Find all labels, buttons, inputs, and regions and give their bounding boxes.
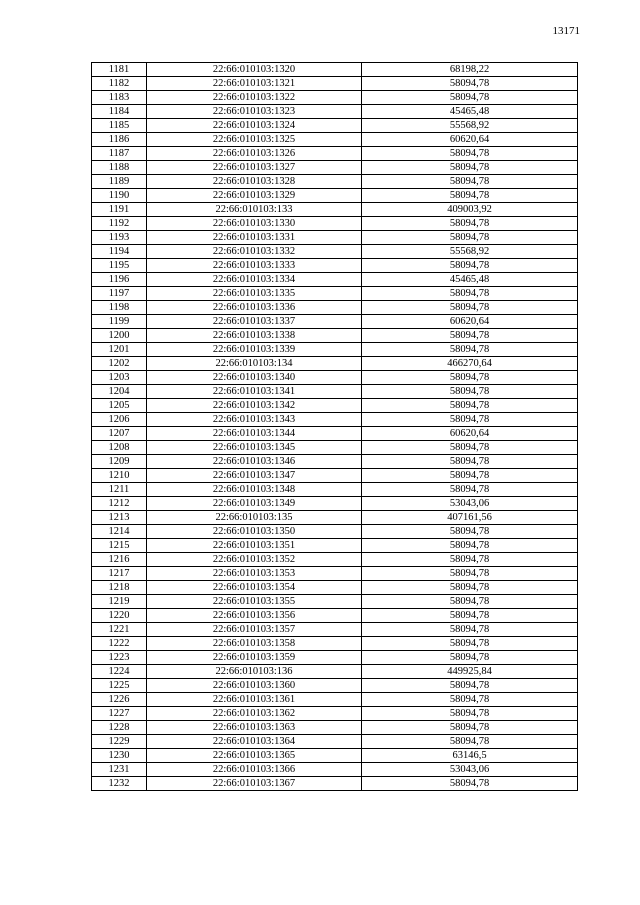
row-number-cell: 1217 [92, 567, 147, 581]
cadastral-value-cell: 58094,78 [362, 735, 578, 749]
table-row [92, 385, 578, 399]
row-number-cell: 1227 [92, 707, 147, 721]
cadastral-number-cell: 22:66:010103:1356 [147, 609, 362, 623]
table-row [92, 273, 578, 287]
table-row [92, 133, 578, 147]
cadastral-value-cell: 60620,64 [362, 133, 578, 147]
cadastral-value-cell: 58094,78 [362, 161, 578, 175]
cadastral-number-cell: 22:66:010103:1341 [147, 385, 362, 399]
cadastral-value-cell: 58094,78 [362, 539, 578, 553]
table-row [92, 77, 578, 91]
cadastral-value-cell: 58094,78 [362, 483, 578, 497]
cadastral-number-cell: 22:66:010103:1326 [147, 147, 362, 161]
table-body [92, 63, 578, 791]
cadastral-number-cell: 22:66:010103:1323 [147, 105, 362, 119]
row-number-cell: 1211 [92, 483, 147, 497]
row-number-cell: 1218 [92, 581, 147, 595]
cadastral-value-cell: 449925,84 [362, 665, 578, 679]
row-number-cell: 1189 [92, 175, 147, 189]
cadastral-number-cell: 22:66:010103:1340 [147, 371, 362, 385]
table-row [92, 469, 578, 483]
cadastral-number-cell: 22:66:010103:1362 [147, 707, 362, 721]
cadastral-value-cell: 58094,78 [362, 77, 578, 91]
cadastral-number-cell: 22:66:010103:1342 [147, 399, 362, 413]
cadastral-value-cell: 58094,78 [362, 371, 578, 385]
table-row [92, 287, 578, 301]
row-number-cell: 1208 [92, 441, 147, 455]
cadastral-value-cell: 45465,48 [362, 105, 578, 119]
cadastral-value-cell: 58094,78 [362, 721, 578, 735]
row-number-cell: 1212 [92, 497, 147, 511]
cadastral-number-cell: 22:66:010103:133 [147, 203, 362, 217]
row-number-cell: 1201 [92, 343, 147, 357]
table-row [92, 693, 578, 707]
cadastral-value-cell: 58094,78 [362, 651, 578, 665]
row-number-cell: 1213 [92, 511, 147, 525]
cadastral-value-cell: 60620,64 [362, 315, 578, 329]
table-row [92, 539, 578, 553]
cadastral-number-cell: 22:66:010103:1321 [147, 77, 362, 91]
table-row [92, 203, 578, 217]
row-number-cell: 1191 [92, 203, 147, 217]
cadastral-number-cell: 22:66:010103:1328 [147, 175, 362, 189]
row-number-cell: 1198 [92, 301, 147, 315]
table-row [92, 301, 578, 315]
cadastral-value-cell: 58094,78 [362, 301, 578, 315]
row-number-cell: 1228 [92, 721, 147, 735]
row-number-cell: 1194 [92, 245, 147, 259]
cadastral-value-cell: 58094,78 [362, 469, 578, 483]
table-row [92, 189, 578, 203]
row-number-cell: 1214 [92, 525, 147, 539]
table-row [92, 259, 578, 273]
row-number-cell: 1193 [92, 231, 147, 245]
cadastral-value-cell: 58094,78 [362, 693, 578, 707]
cadastral-value-table [91, 62, 578, 791]
table-row [92, 399, 578, 413]
cadastral-value-cell: 58094,78 [362, 385, 578, 399]
row-number-cell: 1181 [92, 63, 147, 77]
table-row [92, 217, 578, 231]
cadastral-number-cell: 22:66:010103:1322 [147, 91, 362, 105]
cadastral-value-cell: 58094,78 [362, 287, 578, 301]
row-number-cell: 1209 [92, 455, 147, 469]
cadastral-value-cell: 68198,22 [362, 63, 578, 77]
cadastral-number-cell: 22:66:010103:1345 [147, 441, 362, 455]
cadastral-number-cell: 22:66:010103:134 [147, 357, 362, 371]
row-number-cell: 1196 [92, 273, 147, 287]
row-number-cell: 1206 [92, 413, 147, 427]
cadastral-value-cell: 58094,78 [362, 623, 578, 637]
cadastral-value-cell: 58094,78 [362, 679, 578, 693]
row-number-cell: 1207 [92, 427, 147, 441]
table-row [92, 749, 578, 763]
row-number-cell: 1200 [92, 329, 147, 343]
cadastral-number-cell: 22:66:010103:1320 [147, 63, 362, 77]
row-number-cell: 1188 [92, 161, 147, 175]
cadastral-number-cell: 22:66:010103:1325 [147, 133, 362, 147]
table-row [92, 231, 578, 245]
cadastral-value-cell: 58094,78 [362, 455, 578, 469]
table-row [92, 63, 578, 77]
table-row [92, 777, 578, 791]
row-number-cell: 1202 [92, 357, 147, 371]
table-row [92, 483, 578, 497]
cadastral-number-cell: 22:66:010103:1367 [147, 777, 362, 791]
cadastral-value-cell: 58094,78 [362, 441, 578, 455]
cadastral-number-cell: 22:66:010103:1343 [147, 413, 362, 427]
cadastral-value-cell: 58094,78 [362, 189, 578, 203]
cadastral-value-cell: 63146,5 [362, 749, 578, 763]
cadastral-number-cell: 22:66:010103:1331 [147, 231, 362, 245]
table-row [92, 707, 578, 721]
cadastral-number-cell: 22:66:010103:1339 [147, 343, 362, 357]
row-number-cell: 1220 [92, 609, 147, 623]
table-row [92, 245, 578, 259]
cadastral-value-cell: 409003,92 [362, 203, 578, 217]
cadastral-value-cell: 58094,78 [362, 525, 578, 539]
cadastral-number-cell: 22:66:010103:1344 [147, 427, 362, 441]
cadastral-value-cell: 58094,78 [362, 91, 578, 105]
cadastral-value-cell: 58094,78 [362, 567, 578, 581]
cadastral-number-cell: 22:66:010103:1337 [147, 315, 362, 329]
table-row [92, 665, 578, 679]
table-row [92, 427, 578, 441]
cadastral-value-cell: 407161,56 [362, 511, 578, 525]
row-number-cell: 1197 [92, 287, 147, 301]
cadastral-number-cell: 22:66:010103:1359 [147, 651, 362, 665]
cadastral-value-cell: 53043,06 [362, 497, 578, 511]
cadastral-value-cell: 58094,78 [362, 581, 578, 595]
cadastral-value-cell: 58094,78 [362, 777, 578, 791]
cadastral-value-cell: 58094,78 [362, 399, 578, 413]
row-number-cell: 1222 [92, 637, 147, 651]
cadastral-number-cell: 22:66:010103:1330 [147, 217, 362, 231]
table-row [92, 315, 578, 329]
table-row [92, 623, 578, 637]
table-row [92, 721, 578, 735]
cadastral-number-cell: 22:66:010103:135 [147, 511, 362, 525]
table-row [92, 91, 578, 105]
table-row [92, 567, 578, 581]
cadastral-value-cell: 60620,64 [362, 427, 578, 441]
cadastral-number-cell: 22:66:010103:1346 [147, 455, 362, 469]
table-row [92, 147, 578, 161]
cadastral-value-cell: 53043,06 [362, 763, 578, 777]
table-row [92, 329, 578, 343]
cadastral-value-cell: 55568,92 [362, 245, 578, 259]
row-number-cell: 1204 [92, 385, 147, 399]
cadastral-number-cell: 22:66:010103:1358 [147, 637, 362, 651]
cadastral-value-cell: 58094,78 [362, 231, 578, 245]
row-number-cell: 1203 [92, 371, 147, 385]
table-row [92, 735, 578, 749]
cadastral-number-cell: 22:66:010103:1352 [147, 553, 362, 567]
cadastral-value-cell: 58094,78 [362, 413, 578, 427]
row-number-cell: 1183 [92, 91, 147, 105]
row-number-cell: 1229 [92, 735, 147, 749]
table-row [92, 637, 578, 651]
cadastral-number-cell: 22:66:010103:1324 [147, 119, 362, 133]
table-row [92, 651, 578, 665]
cadastral-number-cell: 22:66:010103:1357 [147, 623, 362, 637]
cadastral-value-cell: 58094,78 [362, 343, 578, 357]
cadastral-value-cell: 58094,78 [362, 707, 578, 721]
cadastral-value-cell: 58094,78 [362, 595, 578, 609]
row-number-cell: 1215 [92, 539, 147, 553]
table-row [92, 511, 578, 525]
cadastral-value-cell: 58094,78 [362, 329, 578, 343]
row-number-cell: 1185 [92, 119, 147, 133]
cadastral-number-cell: 22:66:010103:1355 [147, 595, 362, 609]
row-number-cell: 1231 [92, 763, 147, 777]
row-number-cell: 1226 [92, 693, 147, 707]
row-number-cell: 1199 [92, 315, 147, 329]
row-number-cell: 1192 [92, 217, 147, 231]
cadastral-number-cell: 22:66:010103:1338 [147, 329, 362, 343]
table-row [92, 441, 578, 455]
cadastral-number-cell: 22:66:010103:1350 [147, 525, 362, 539]
cadastral-number-cell: 22:66:010103:1347 [147, 469, 362, 483]
table-row [92, 581, 578, 595]
row-number-cell: 1210 [92, 469, 147, 483]
row-number-cell: 1186 [92, 133, 147, 147]
cadastral-number-cell: 22:66:010103:1363 [147, 721, 362, 735]
row-number-cell: 1232 [92, 777, 147, 791]
table-row [92, 371, 578, 385]
table-row [92, 161, 578, 175]
table-row [92, 595, 578, 609]
row-number-cell: 1195 [92, 259, 147, 273]
table-row [92, 175, 578, 189]
cadastral-number-cell: 22:66:010103:1327 [147, 161, 362, 175]
row-number-cell: 1184 [92, 105, 147, 119]
row-number-cell: 1182 [92, 77, 147, 91]
cadastral-number-cell: 22:66:010103:1361 [147, 693, 362, 707]
table-row [92, 119, 578, 133]
cadastral-number-cell: 22:66:010103:1365 [147, 749, 362, 763]
cadastral-number-cell: 22:66:010103:1360 [147, 679, 362, 693]
page-number: 13171 [552, 25, 580, 37]
cadastral-number-cell: 22:66:010103:1332 [147, 245, 362, 259]
table-row [92, 679, 578, 693]
cadastral-number-cell: 22:66:010103:1354 [147, 581, 362, 595]
cadastral-number-cell: 22:66:010103:1348 [147, 483, 362, 497]
cadastral-value-cell: 58094,78 [362, 175, 578, 189]
table-row [92, 455, 578, 469]
table-row [92, 525, 578, 539]
cadastral-number-cell: 22:66:010103:1353 [147, 567, 362, 581]
cadastral-number-cell: 22:66:010103:1335 [147, 287, 362, 301]
row-number-cell: 1223 [92, 651, 147, 665]
table-row [92, 609, 578, 623]
cadastral-value-cell: 58094,78 [362, 609, 578, 623]
cadastral-value-cell: 466270,64 [362, 357, 578, 371]
table-row [92, 553, 578, 567]
cadastral-number-cell: 22:66:010103:1351 [147, 539, 362, 553]
table-row [92, 763, 578, 777]
cadastral-number-cell: 22:66:010103:1364 [147, 735, 362, 749]
row-number-cell: 1187 [92, 147, 147, 161]
row-number-cell: 1190 [92, 189, 147, 203]
cadastral-number-cell: 22:66:010103:1333 [147, 259, 362, 273]
row-number-cell: 1225 [92, 679, 147, 693]
row-number-cell: 1216 [92, 553, 147, 567]
cadastral-number-cell: 22:66:010103:1349 [147, 497, 362, 511]
row-number-cell: 1219 [92, 595, 147, 609]
row-number-cell: 1221 [92, 623, 147, 637]
cadastral-number-cell: 22:66:010103:1329 [147, 189, 362, 203]
cadastral-value-cell: 58094,78 [362, 259, 578, 273]
cadastral-value-cell: 55568,92 [362, 119, 578, 133]
cadastral-number-cell: 22:66:010103:1366 [147, 763, 362, 777]
table-row [92, 413, 578, 427]
cadastral-number-cell: 22:66:010103:1334 [147, 273, 362, 287]
table-row [92, 343, 578, 357]
cadastral-number-cell: 22:66:010103:1336 [147, 301, 362, 315]
row-number-cell: 1205 [92, 399, 147, 413]
cadastral-value-cell: 58094,78 [362, 553, 578, 567]
cadastral-value-cell: 58094,78 [362, 637, 578, 651]
table-row [92, 105, 578, 119]
row-number-cell: 1224 [92, 665, 147, 679]
cadastral-number-cell: 22:66:010103:136 [147, 665, 362, 679]
table-row [92, 357, 578, 371]
row-number-cell: 1230 [92, 749, 147, 763]
cadastral-value-cell: 58094,78 [362, 147, 578, 161]
cadastral-value-cell: 58094,78 [362, 217, 578, 231]
table-row [92, 497, 578, 511]
cadastral-value-cell: 45465,48 [362, 273, 578, 287]
